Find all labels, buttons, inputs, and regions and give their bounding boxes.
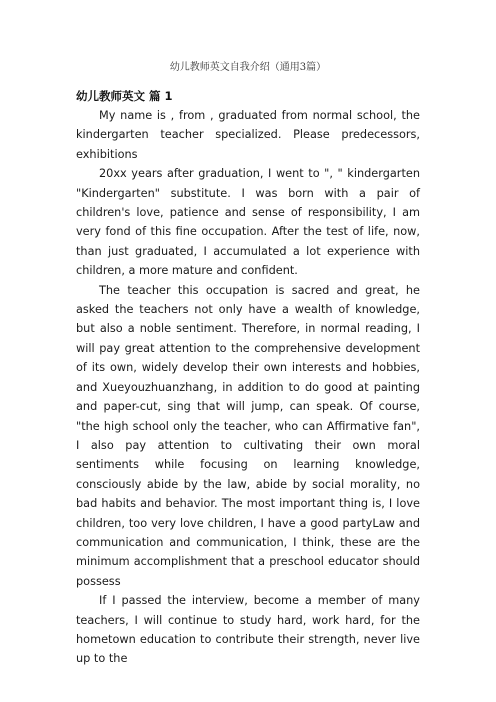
paragraph: 20xx years after graduation, I went to ", " kindergarten "Kindergarten" substitute. I was born with a pair of children's love, patience and sense of responsibility, I am very fond of this fine occupation. After the test of life, now, than just graduated, I accumulated a lot experience with children, a more mature and confident. xyxy=(76,167,420,278)
paragraph: My name is , from , graduated from normal school, the kindergarten teacher specialized. Please predecessors, exhibitions xyxy=(76,109,420,161)
paragraph: If I passed the interview, become a member of many teachers, I will continue to study hard, work hard, for the hometown education to contribute their strength, never live up to the xyxy=(76,594,420,666)
document-title: 幼儿教师英文自我介绍（通用3篇） xyxy=(169,62,327,73)
section-heading: 幼儿教师英文 篇 1 xyxy=(76,89,173,103)
paragraph: The teacher this occupation is sacred and great, he asked the teachers not only have a wealth of knowledge, but also a noble sentiment. Therefore, in normal reading, I will pay great attention to the comprehensive development of its own, widely develop their own interests and hobbies, and Xueyouzhuanzhang, in addition to do good at painting and paper-cut, sing that will jump, can speak. Of course, "the high school only the teacher, who can Affirmative fan", I also pay attention to cultivating their own moral sentiments while focusing on learning knowledge, consciously abide by the law, abide by social morality, no bad habits and behavior. The most important thing is, I love children, too very love children, I have a good partyLaw and communication and communication, I think, these are the minimum accomplishment that a preschool educator should possess xyxy=(76,283,420,588)
body-text xyxy=(76,106,420,669)
